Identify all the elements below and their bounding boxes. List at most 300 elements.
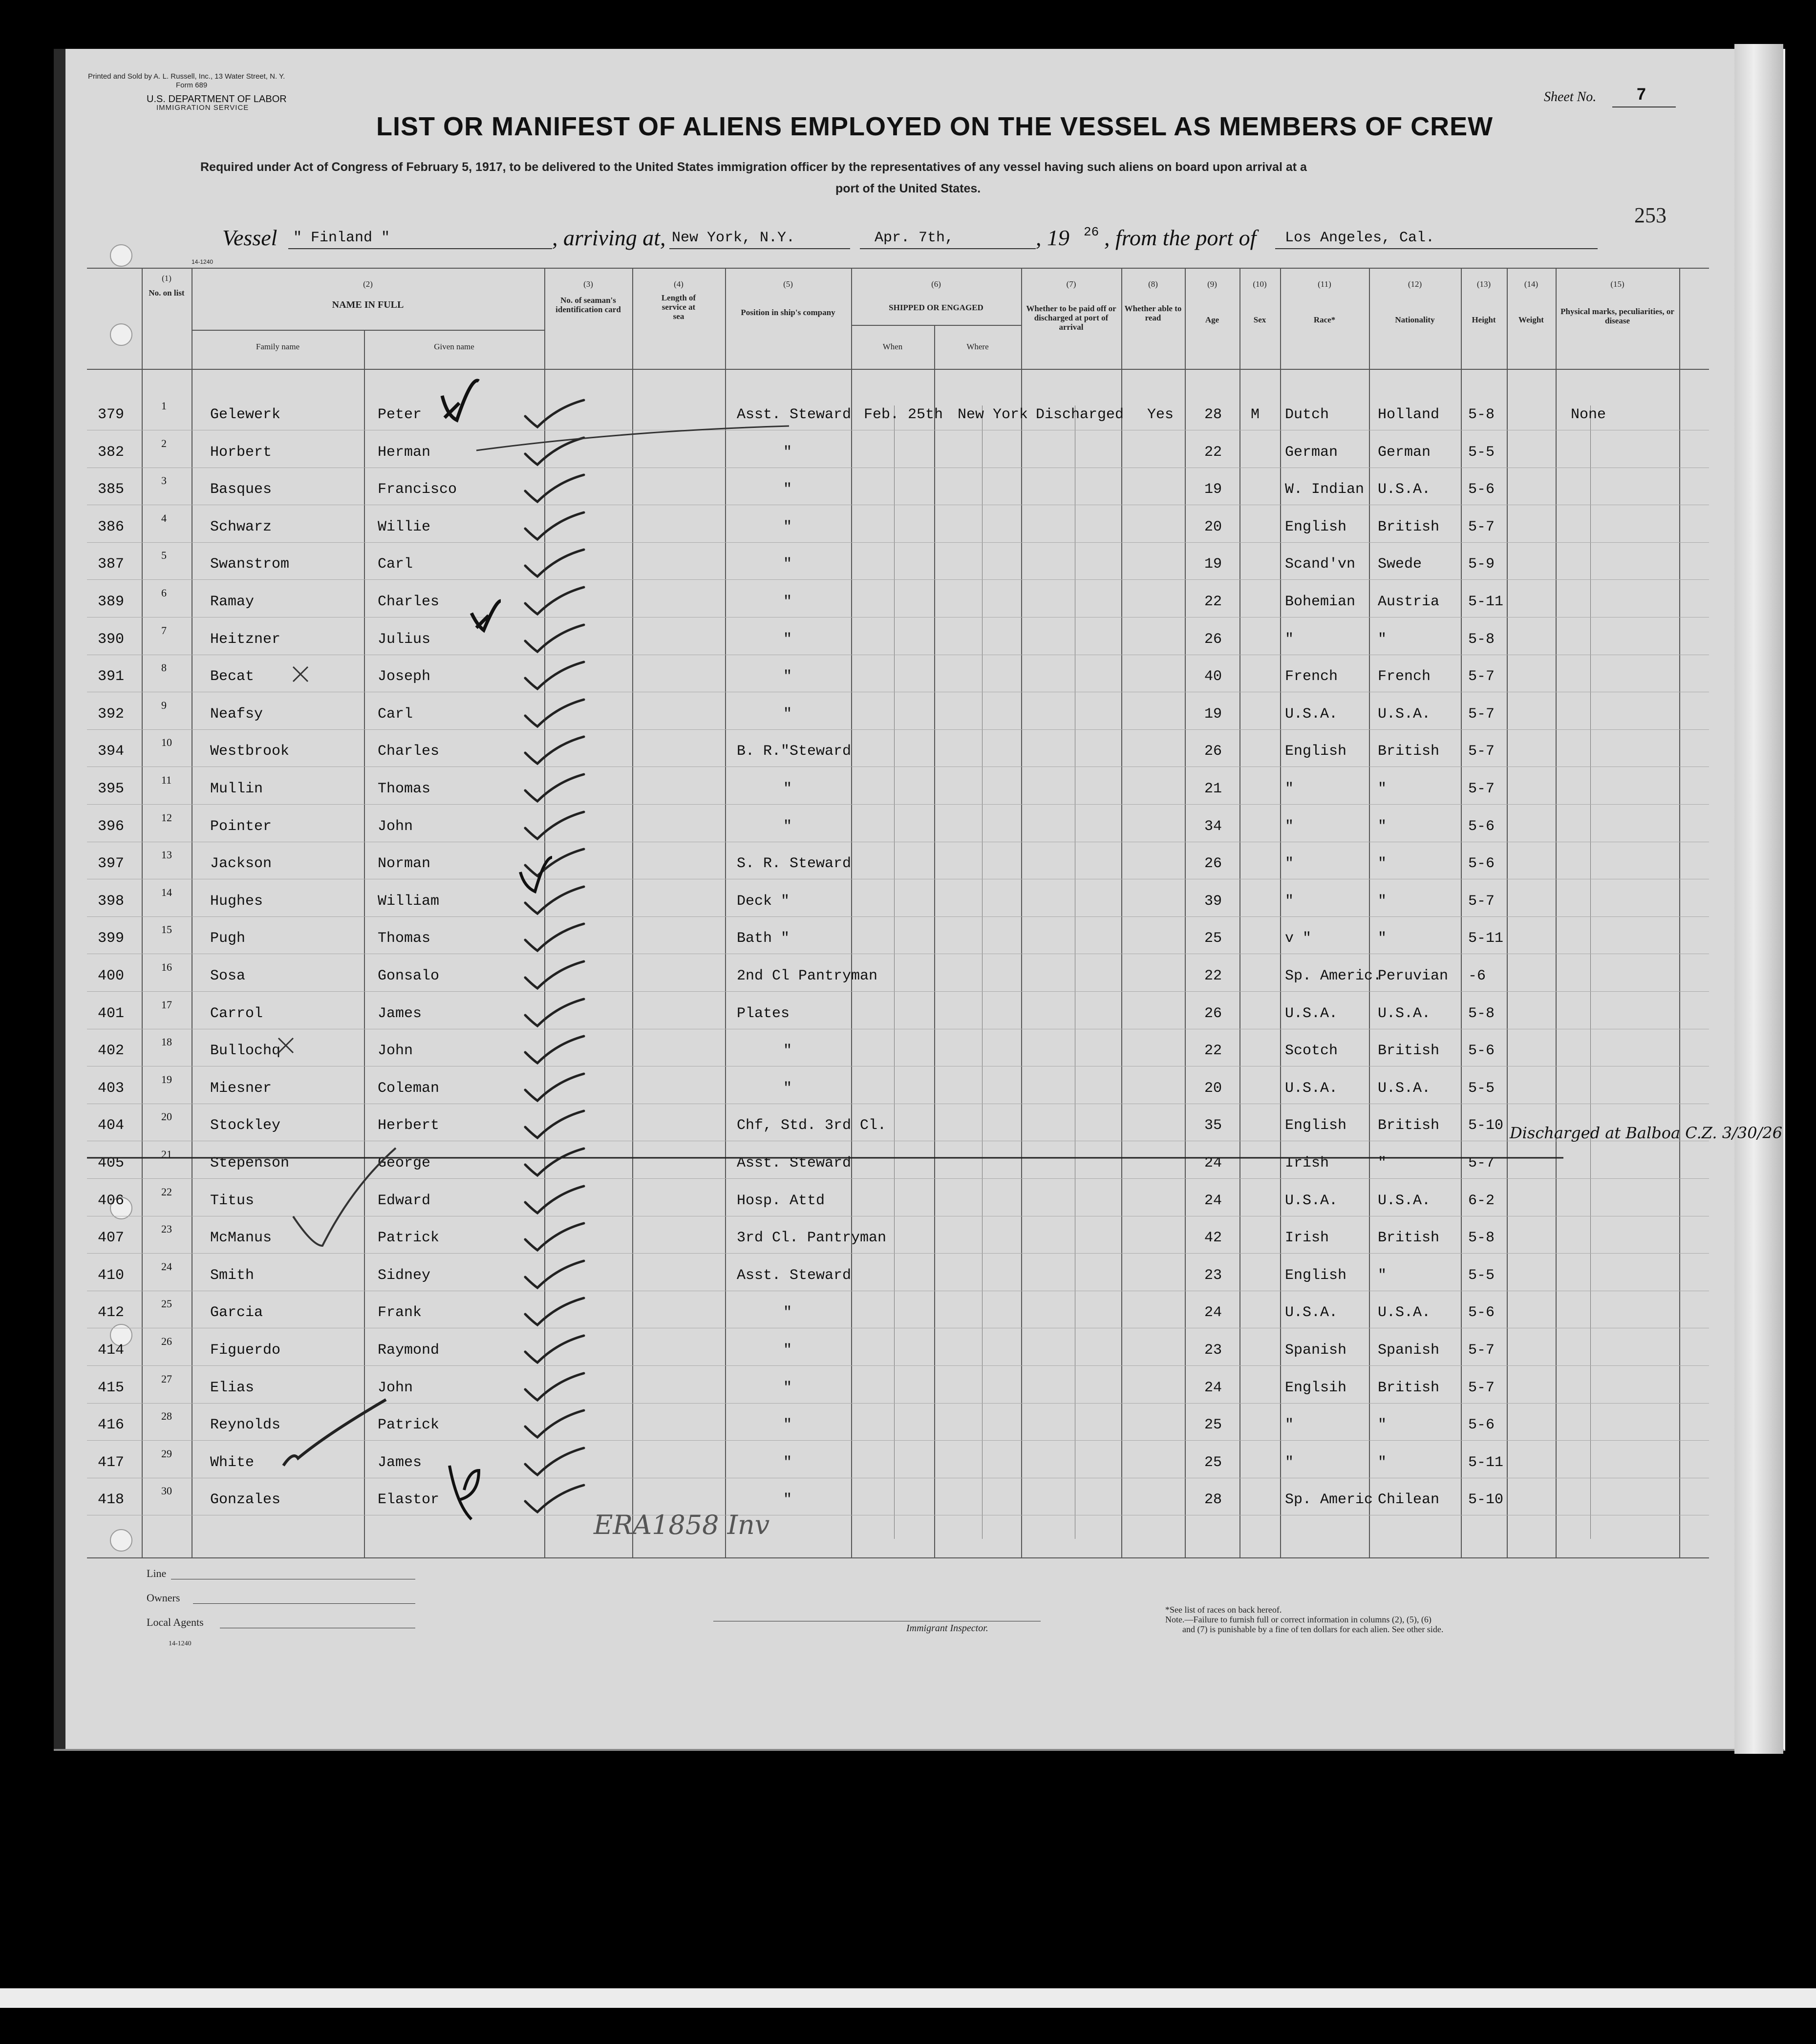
- row-family-name: Reynolds: [210, 1417, 281, 1433]
- inspector-label: Immigrant Inspector.: [906, 1623, 988, 1634]
- row-race: U.S.A.: [1285, 1005, 1338, 1022]
- row-given-name: John: [378, 1380, 413, 1396]
- row-race: W. Indian: [1285, 481, 1365, 498]
- row-given-name: Charles: [378, 594, 440, 610]
- row-family-name: Figuerdo: [210, 1342, 281, 1359]
- hdr-where: Where: [966, 342, 989, 351]
- row-margin-number: 405: [98, 1155, 125, 1171]
- from-label: , from the port of: [1104, 225, 1257, 250]
- row-list-number: 17: [161, 999, 172, 1011]
- row-nationality: Chilean: [1378, 1491, 1440, 1508]
- row-margin-number: 418: [98, 1491, 125, 1508]
- line-mark-row-2: [476, 426, 789, 450]
- row-height: 5-8: [1468, 1005, 1495, 1022]
- hdr-position: Position in ship's company: [741, 308, 835, 317]
- col-num-9: (9): [1207, 279, 1217, 289]
- row-age: 22: [1204, 968, 1222, 984]
- row-nationality: ": [1378, 631, 1387, 648]
- row-family-name: Titus: [210, 1192, 255, 1209]
- row-given-name: Herman: [378, 444, 431, 461]
- vessel-name: " Finland ": [293, 230, 390, 246]
- row-margin-number: 401: [98, 1005, 125, 1022]
- row-given-name: Willie: [378, 519, 431, 535]
- col-num-1: (1): [162, 274, 171, 283]
- check-mark: [525, 512, 584, 539]
- row-nationality: German: [1378, 444, 1431, 461]
- row-given-name: James: [378, 1005, 422, 1022]
- row-nationality: French: [1378, 668, 1431, 685]
- department: U.S. DEPARTMENT OF LABOR: [147, 94, 287, 105]
- printer-line: Printed and Sold by A. L. Russell, Inc., 13 Water Street, N. Y.: [88, 72, 285, 81]
- hdr-shipped: SHIPPED OR ENGAGED: [889, 303, 983, 312]
- row-height: 5-7: [1468, 668, 1495, 685]
- row-position: ": [783, 818, 792, 835]
- hdr-id-card: No. of seaman's identification card: [555, 296, 621, 314]
- row-margin-number: 386: [98, 519, 125, 535]
- row-position: ": [783, 1380, 792, 1396]
- row-position: ": [783, 706, 792, 723]
- col-num-5: (5): [783, 279, 793, 289]
- row-family-name: Neafsy: [210, 706, 263, 723]
- row-age: 39: [1204, 893, 1222, 910]
- row-age: 21: [1204, 781, 1222, 797]
- row-nationality: British: [1378, 1043, 1440, 1059]
- row-list-number: 2: [161, 437, 167, 449]
- row-given-name: Elastor: [378, 1491, 440, 1508]
- row-given-name: Edward: [378, 1192, 431, 1209]
- row-list-number: 25: [161, 1298, 172, 1310]
- row-family-name: Heitzner: [210, 631, 281, 648]
- row-position: ": [783, 519, 792, 535]
- row-race: U.S.A.: [1285, 1080, 1338, 1097]
- footer-owners-label: Owners: [147, 1592, 180, 1604]
- check-mark: [525, 1336, 584, 1363]
- row-family-name: Gonzales: [210, 1491, 281, 1508]
- row-height: 5-8: [1468, 1230, 1495, 1246]
- row-height: 5-6: [1468, 818, 1495, 835]
- row-sex: M: [1251, 406, 1260, 423]
- col-num-13: (13): [1476, 279, 1491, 289]
- row-list-number: 16: [161, 961, 172, 973]
- row-position: ": [783, 444, 792, 461]
- check-mark: [525, 662, 584, 689]
- row-position: Chf, Std. 3rd Cl.: [737, 1117, 887, 1134]
- row-family-name: Westbrook: [210, 743, 290, 760]
- row-age: 20: [1204, 1080, 1222, 1097]
- row-height: 5-11: [1468, 930, 1504, 947]
- row-race: Englsih: [1285, 1380, 1347, 1396]
- row-margin-number: 399: [98, 930, 125, 947]
- row-list-number: 18: [161, 1036, 172, 1048]
- discharge-note: Discharged at Balboa C.Z. 3/30/26: [1510, 1124, 1783, 1142]
- check-mark: [525, 849, 584, 876]
- row-race: French: [1285, 668, 1338, 685]
- row-family-name: Sosa: [210, 968, 246, 984]
- col-num-8: (8): [1148, 279, 1158, 289]
- curve-mark-row-23: [293, 1148, 396, 1246]
- row-age: 25: [1204, 1417, 1222, 1433]
- row-height: 5-7: [1468, 519, 1495, 535]
- hdr-when: When: [882, 342, 903, 351]
- row-given-name: Joseph: [378, 668, 431, 685]
- row-given-name: Peter: [378, 406, 422, 423]
- row-position: ": [783, 668, 792, 685]
- check-mark: [525, 700, 584, 726]
- row-nationality: ": [1378, 818, 1387, 835]
- row-position: ": [783, 1080, 792, 1097]
- row-family-name: Gelewerk: [210, 406, 281, 423]
- row-given-name: Patrick: [378, 1230, 440, 1246]
- row-given-name: John: [378, 818, 413, 835]
- row-margin-number: 382: [98, 444, 125, 461]
- footer-note-fine2: and (7) is punishable by a fine of ten dollars for each alien. See other side.: [1182, 1624, 1444, 1634]
- row-given-name: Julius: [378, 631, 431, 648]
- row-height: 5-5: [1468, 1080, 1495, 1097]
- check-mark: [525, 550, 584, 576]
- row-family-name: Bullochq: [210, 1043, 281, 1059]
- row-height: 5-7: [1468, 893, 1495, 910]
- row-family-name: Swanstrom: [210, 556, 290, 573]
- row-margin-number: 403: [98, 1080, 125, 1097]
- row-race: ": [1285, 893, 1294, 910]
- check-mark: [525, 924, 584, 951]
- row-margin-number: 395: [98, 781, 125, 797]
- row-list-number: 5: [161, 549, 167, 561]
- row-family-name: Jackson: [210, 855, 272, 872]
- row-given-name: Thomas: [378, 930, 431, 947]
- row-family-name: Becat: [210, 668, 255, 685]
- row-age: 19: [1204, 481, 1222, 498]
- row-race: Spanish: [1285, 1342, 1347, 1359]
- footer-note-races: *See list of races on back hereof.: [1165, 1605, 1282, 1615]
- row-race: U.S.A.: [1285, 706, 1338, 723]
- hdr-paid-off: Whether to be paid off or discharged at port of arrival: [1026, 304, 1116, 332]
- check-mark: [525, 774, 584, 801]
- row-margin-number: 402: [98, 1043, 125, 1059]
- year-suffix: 26: [1084, 225, 1099, 239]
- check-mark: [525, 1448, 584, 1475]
- row-nationality: Austria: [1378, 594, 1440, 610]
- from-port: Los Angeles, Cal.: [1285, 230, 1435, 246]
- check-mark: [525, 475, 584, 502]
- row-age: 40: [1204, 668, 1222, 685]
- archive-annotation: ERA1858 Inv: [594, 1510, 770, 1540]
- row-list-number: 9: [161, 699, 167, 711]
- check-mark: [525, 1186, 584, 1213]
- row-race: Scand'vn: [1285, 556, 1356, 573]
- row-nationality: ": [1378, 893, 1387, 910]
- hdr-physical-marks: Physical marks, peculiarities, or disease: [1560, 307, 1674, 325]
- row-list-number: 27: [161, 1373, 172, 1385]
- row-nationality: ": [1378, 1155, 1387, 1171]
- row-nationality: ": [1378, 1267, 1387, 1284]
- row-margin-number: 415: [98, 1380, 125, 1396]
- row-age: 19: [1204, 706, 1222, 723]
- row-shipped-where: New York: [958, 406, 1028, 423]
- row-margin-number: 412: [98, 1304, 125, 1321]
- row-nationality: ": [1378, 1454, 1387, 1471]
- row-position: 2nd Cl Pantryman: [737, 968, 878, 984]
- row-margin-number: 392: [98, 706, 125, 723]
- row-family-name: Stockley: [210, 1117, 281, 1134]
- row-age: 23: [1204, 1342, 1222, 1359]
- row-nationality: British: [1378, 1230, 1440, 1246]
- row-given-name: James: [378, 1454, 422, 1471]
- row-race: Irish: [1285, 1230, 1329, 1246]
- row-list-number: 28: [161, 1410, 172, 1422]
- row-given-name: Norman: [378, 855, 431, 872]
- row-given-name: Coleman: [378, 1080, 440, 1097]
- row-list-number: 24: [161, 1260, 172, 1273]
- check-mark: [525, 625, 584, 652]
- row-family-name: Schwarz: [210, 519, 272, 535]
- row-age: 22: [1204, 594, 1222, 610]
- row-nationality: ": [1378, 781, 1387, 797]
- row-height: 5-11: [1468, 594, 1504, 610]
- row-margin-number: 389: [98, 594, 125, 610]
- check-mark: [525, 587, 584, 614]
- row-list-number: 21: [161, 1148, 172, 1160]
- page-title: LIST OR MANIFEST OF ALIENS EMPLOYED ON THE VESSEL AS MEMBERS OF CREW: [376, 112, 1494, 141]
- check-mark: [525, 999, 584, 1026]
- row-list-number: 19: [161, 1073, 172, 1086]
- row-age: 35: [1204, 1117, 1222, 1134]
- row-family-name: Ramay: [210, 594, 255, 610]
- row-able-to-read: Yes: [1147, 406, 1174, 423]
- row-family-name: Horbert: [210, 444, 272, 461]
- row-height: 6-2: [1468, 1192, 1495, 1209]
- check-mark: [525, 961, 584, 988]
- check-mark: [525, 1485, 584, 1512]
- row-family-name: Basques: [210, 481, 272, 498]
- check-mark: [525, 737, 584, 764]
- row-position: Asst. Steward: [737, 1155, 852, 1171]
- row-nationality: U.S.A.: [1378, 1080, 1431, 1097]
- row-nationality: U.S.A.: [1378, 1005, 1431, 1022]
- row-position: B. R."Steward: [737, 743, 852, 760]
- row-list-number: 10: [161, 736, 172, 748]
- row-list-number: 15: [161, 923, 172, 936]
- row-height: 5-6: [1468, 1304, 1495, 1321]
- row-age: 28: [1204, 1491, 1222, 1508]
- row-race: ": [1285, 855, 1294, 872]
- row-nationality: U.S.A.: [1378, 1304, 1431, 1321]
- check-mark: [525, 1074, 584, 1101]
- row-margin-number: 397: [98, 855, 125, 872]
- row-nationality: Swede: [1378, 556, 1422, 573]
- row-nationality: Spanish: [1378, 1342, 1440, 1359]
- footer-owners-underline: [193, 1603, 415, 1604]
- row-position: ": [783, 631, 792, 648]
- row-age: 25: [1204, 930, 1222, 947]
- row-nationality: British: [1378, 743, 1440, 760]
- x-mark-row-18: [278, 1038, 293, 1053]
- hdr-weight: Weight: [1518, 315, 1544, 324]
- row-family-name: Elias: [210, 1380, 255, 1396]
- col-num-3: (3): [583, 279, 593, 289]
- row-age: 26: [1204, 1005, 1222, 1022]
- row-nationality: British: [1378, 1380, 1440, 1396]
- row-list-number: 1: [161, 400, 167, 412]
- row-margin-number: 414: [98, 1342, 125, 1359]
- hdr-length-service: Length of service at sea: [661, 293, 696, 321]
- row-nationality: British: [1378, 1117, 1440, 1134]
- row-list-number: 3: [161, 474, 167, 487]
- check-mark: [525, 1223, 584, 1250]
- row-margin-number: 385: [98, 481, 125, 498]
- row-nationality: British: [1378, 519, 1440, 535]
- row-margin-number: 379: [98, 406, 125, 423]
- col-num-2: (2): [363, 279, 373, 289]
- row-margin-number: 407: [98, 1230, 125, 1246]
- row-given-name: Francisco: [378, 481, 457, 498]
- row-margin-number: 416: [98, 1417, 125, 1433]
- row-age: 26: [1204, 631, 1222, 648]
- row-height: 5-8: [1468, 406, 1495, 423]
- service: IMMIGRATION SERVICE: [156, 104, 249, 112]
- x-mark-row-1: [442, 381, 479, 420]
- row-nationality: Peruvian: [1378, 968, 1449, 984]
- form-number: Form 689: [176, 81, 208, 89]
- row-height: 5-6: [1468, 481, 1495, 498]
- row-family-name: Smith: [210, 1267, 255, 1284]
- row-height: 5-7: [1468, 1155, 1495, 1171]
- row-given-name: Patrick: [378, 1417, 440, 1433]
- check-mark: [525, 1373, 584, 1400]
- row-race: Sp. Americ: [1285, 1491, 1373, 1508]
- hdr-family-name: Family name: [256, 342, 300, 351]
- row-given-name: Carl: [378, 556, 413, 573]
- row-age: 23: [1204, 1267, 1222, 1284]
- row-margin-number: 417: [98, 1454, 125, 1471]
- x-mark-row-7: [471, 601, 501, 630]
- col-num-15: (15): [1610, 279, 1624, 289]
- check-mark: [525, 1036, 584, 1063]
- row-given-name: John: [378, 1043, 413, 1059]
- row-given-name: Raymond: [378, 1342, 440, 1359]
- row-race: English: [1285, 743, 1347, 760]
- row-race: U.S.A.: [1285, 1304, 1338, 1321]
- row-position: ": [783, 1304, 792, 1321]
- x-mark-row-30: [449, 1466, 479, 1519]
- row-family-name: Carrol: [210, 1005, 263, 1022]
- row-position: ": [783, 1043, 792, 1059]
- row-given-name: Thomas: [378, 781, 431, 797]
- row-age: 26: [1204, 743, 1222, 760]
- row-race: English: [1285, 519, 1347, 535]
- row-age: 22: [1204, 1043, 1222, 1059]
- footer-line-label: Line: [147, 1567, 167, 1579]
- row-position: Asst. Steward: [737, 406, 852, 423]
- row-list-number: 6: [161, 587, 167, 599]
- x-mark-row-8: [293, 667, 308, 681]
- hdr-nationality: Nationality: [1395, 315, 1435, 324]
- check-mark: [525, 400, 584, 427]
- check-mark: [525, 1410, 584, 1437]
- row-age: 42: [1204, 1230, 1222, 1246]
- row-margin-number: 391: [98, 668, 125, 685]
- row-race: ": [1285, 631, 1294, 648]
- row-age: 26: [1204, 855, 1222, 872]
- arriving-label: , arriving at,: [552, 225, 666, 250]
- col-num-4: (4): [674, 279, 684, 289]
- col-num-10: (10): [1253, 279, 1267, 289]
- row-nationality: ": [1378, 930, 1387, 947]
- row-race: Sp. Americ.: [1285, 968, 1382, 984]
- row-race: German: [1285, 444, 1338, 461]
- row-age: 24: [1204, 1192, 1222, 1209]
- row-height: 5-8: [1468, 631, 1495, 648]
- row-height: 5-10: [1468, 1117, 1504, 1134]
- row-race: ": [1285, 1454, 1294, 1471]
- row-given-name: Frank: [378, 1304, 422, 1321]
- row-family-name: Pointer: [210, 818, 272, 835]
- row-margin-number: 404: [98, 1117, 125, 1134]
- row-margin-number: 396: [98, 818, 125, 835]
- row-age: 34: [1204, 818, 1222, 835]
- col-num-7: (7): [1066, 279, 1076, 289]
- row-list-number: 12: [161, 811, 172, 824]
- row-race: English: [1285, 1267, 1347, 1284]
- hdr-sex: Sex: [1253, 315, 1266, 324]
- row-given-name: William: [378, 893, 440, 910]
- row-height: 5-5: [1468, 1267, 1495, 1284]
- row-nationality: U.S.A.: [1378, 706, 1431, 723]
- row-position: ": [783, 594, 792, 610]
- row-list-number: 23: [161, 1223, 172, 1235]
- row-height: 5-7: [1468, 1342, 1495, 1359]
- row-race: Irish: [1285, 1155, 1329, 1171]
- row-height: 5-6: [1468, 855, 1495, 872]
- footer-note-fine1: Note.—Failure to furnish full or correct information in columns (2), (5), (6): [1165, 1615, 1431, 1624]
- row-nationality: Holland: [1378, 406, 1440, 423]
- hdr-race: Race*: [1313, 315, 1336, 324]
- row-height: 5-6: [1468, 1417, 1495, 1433]
- row-height: 5-7: [1468, 743, 1495, 760]
- row-shipped-when: Feb. 25th: [864, 406, 943, 423]
- check-mark: [525, 1261, 584, 1288]
- sheet-label: Sheet No.: [1544, 89, 1597, 105]
- row-age: 24: [1204, 1304, 1222, 1321]
- row-position: Deck ": [737, 893, 790, 910]
- row-list-number: 29: [161, 1448, 172, 1460]
- row-age: 25: [1204, 1454, 1222, 1471]
- row-race: Bohemian: [1285, 594, 1356, 610]
- row-paid-off: Discharged: [1036, 406, 1124, 423]
- row-position: Hosp. Attd: [737, 1192, 825, 1209]
- row-race: ": [1285, 1417, 1294, 1433]
- row-list-number: 7: [161, 624, 167, 637]
- check-mark: [525, 1149, 584, 1175]
- row-position: 3rd Cl. Pantryman: [737, 1230, 887, 1246]
- row-race: Scotch: [1285, 1043, 1338, 1059]
- col-num-11: (11): [1318, 279, 1331, 289]
- row-nationality: U.S.A.: [1378, 481, 1431, 498]
- hdr-name-in-full: NAME IN FULL: [332, 299, 404, 310]
- hdr-height: Height: [1472, 315, 1496, 324]
- row-physical-marks: None: [1571, 406, 1606, 423]
- col-num-6: (6): [931, 279, 941, 289]
- row-race: U.S.A.: [1285, 1192, 1338, 1209]
- form-code-top: 14-1240: [192, 258, 214, 265]
- sheet-number: 7: [1637, 85, 1646, 104]
- row-race: v ": [1285, 930, 1312, 947]
- row-height: 5-10: [1468, 1491, 1504, 1508]
- row-height: 5-6: [1468, 1043, 1495, 1059]
- row-given-name: Charles: [378, 743, 440, 760]
- row-margin-number: 387: [98, 556, 125, 573]
- row-position: ": [783, 1417, 792, 1433]
